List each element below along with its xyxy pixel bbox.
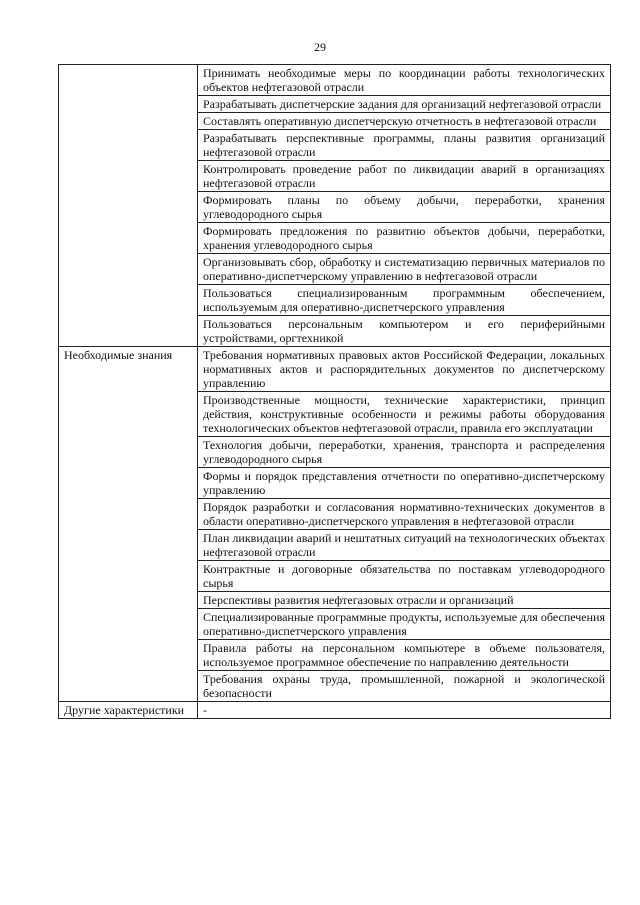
requirement-item: Формы и порядок представления отчетности по оперативно-диспетчерскому управлению bbox=[198, 468, 611, 499]
requirement-item: Принимать необходимые меры по координации работы технологических объектов нефтегазовой отрасли bbox=[198, 65, 611, 96]
requirement-item: Разрабатывать перспективные программы, планы развития организаций нефтегазовой отрасли bbox=[198, 130, 611, 161]
requirement-item: Технология добычи, переработки, хранения, транспорта и распределения углеводородного сырья bbox=[198, 437, 611, 468]
requirement-item: Организовывать сбор, обработку и систематизацию первичных материалов по оперативно-диспетчерскому управлению в нефтегазовой отрасли bbox=[198, 254, 611, 285]
requirement-item: Правила работы на персональном компьютере в объеме пользователя, используемое программное обеспечение по направлению деятельности bbox=[198, 640, 611, 671]
page-number: 29 bbox=[314, 40, 326, 54]
requirements-table bbox=[58, 64, 611, 719]
section-label: Другие характеристики bbox=[59, 702, 198, 719]
table-row bbox=[59, 347, 611, 392]
requirement-item: - bbox=[198, 702, 611, 719]
requirement-item: Пользоваться специализированным программным обеспечением, используемым для оперативно-диспетчерского управления bbox=[198, 285, 611, 316]
requirement-item: Требования охраны труда, промышленной, пожарной и экологической безопасности bbox=[198, 671, 611, 702]
requirement-item: Контрактные и договорные обязательства по поставкам углеводородного сырья bbox=[198, 561, 611, 592]
requirement-item: План ликвидации аварий и нештатных ситуаций на технологических объектах нефтегазовой отрасли bbox=[198, 530, 611, 561]
requirement-item: Производственные мощности, технические характеристики, принцип действия, конструктивные особенности и режимы работы оборудования технологических объектов нефтегазовой отрасли, правила его эксплуатации bbox=[198, 392, 611, 437]
table-body bbox=[59, 65, 611, 719]
requirement-item: Пользоваться персональным компьютером и его периферийными устройствами, оргтехникой bbox=[198, 316, 611, 347]
requirement-item: Составлять оперативную диспетчерскую отчетность в нефтегазовой отрасли bbox=[198, 113, 611, 130]
section-label bbox=[59, 65, 198, 347]
requirement-item: Формировать предложения по развитию объектов добычи, переработки, хранения углеводородного сырья bbox=[198, 223, 611, 254]
requirement-item: Контролировать проведение работ по ликвидации аварий в организациях нефтегазовой отрасли bbox=[198, 161, 611, 192]
table-row bbox=[59, 65, 611, 96]
requirement-item: Формировать планы по объему добычи, переработки, хранения углеводородного сырья bbox=[198, 192, 611, 223]
section-label: Необходимые знания bbox=[59, 347, 198, 702]
requirement-item: Требования нормативных правовых актов Российской Федерации, локальных нормативных актов и распорядительных документов по диспетчерскому управлению bbox=[198, 347, 611, 392]
table-row bbox=[59, 702, 611, 719]
requirement-item: Разрабатывать диспетчерские задания для организаций нефтегазовой отрасли bbox=[198, 96, 611, 113]
requirement-item: Специализированные программные продукты, используемые для обеспечения оперативно-диспетчерского управления bbox=[198, 609, 611, 640]
requirement-item: Порядок разработки и согласования нормативно-технических документов в области оперативно-диспетчерского управления в нефтегазовой отрасли bbox=[198, 499, 611, 530]
requirement-item: Перспективы развития нефтегазовых отрасли и организаций bbox=[198, 592, 611, 609]
